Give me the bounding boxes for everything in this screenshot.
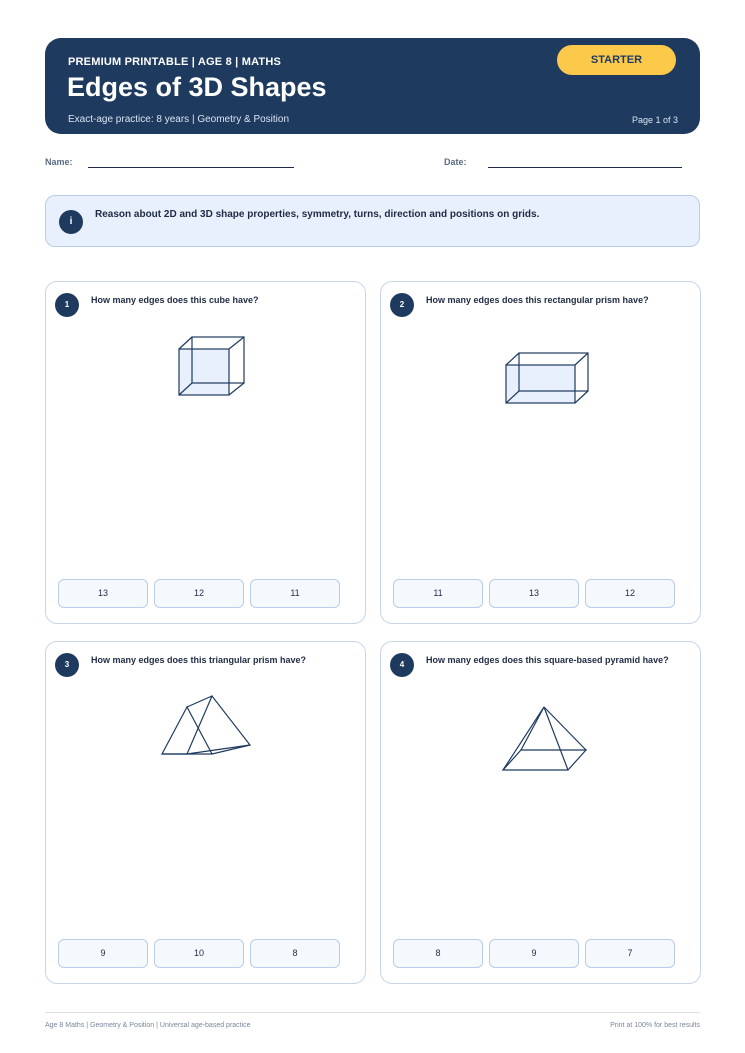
answer-option[interactable]: 8 (393, 939, 483, 968)
footer-divider (45, 1012, 700, 1013)
answer-option[interactable]: 11 (250, 579, 340, 608)
level-badge: STARTER (557, 45, 676, 75)
name-field[interactable] (88, 167, 294, 168)
info-icon: i (59, 210, 83, 234)
rectangular-prism-icon (381, 282, 702, 442)
question-number: 1 (55, 293, 79, 317)
question-number: 2 (390, 293, 414, 317)
question-card-3 (45, 641, 366, 984)
question-card-4 (380, 641, 701, 984)
date-field[interactable] (488, 167, 682, 168)
question-number: 3 (55, 653, 79, 677)
question-card-2 (380, 281, 701, 624)
answer-option[interactable]: 7 (585, 939, 675, 968)
page-number: Page 1 of 3 (631, 115, 678, 125)
name-label: Name: (45, 157, 73, 167)
header-kicker: PREMIUM PRINTABLE | AGE 8 | MATHS (68, 56, 282, 68)
answer-option[interactable]: 10 (154, 939, 244, 968)
question-text: How many edges does this triangular prism have? (91, 655, 307, 665)
header-subtitle: Exact-age practice: 8 years | Geometry & Position (68, 114, 290, 125)
question-number: 4 (390, 653, 414, 677)
answer-option[interactable]: 13 (58, 579, 148, 608)
info-text: Reason about 2D and 3D shape properties, symmetry, turns, direction and positions on grids. (95, 209, 540, 220)
cube-icon (46, 282, 367, 442)
date-label: Date: (444, 157, 467, 167)
question-text: How many edges does this rectangular prism have? (426, 295, 649, 305)
answer-option[interactable]: 13 (489, 579, 579, 608)
answer-option[interactable]: 9 (489, 939, 579, 968)
answer-option[interactable]: 11 (393, 579, 483, 608)
footer-left-text: Age 8 Maths | Geometry & Position | Universal age-based practice (45, 1022, 251, 1029)
answer-option[interactable]: 9 (58, 939, 148, 968)
footer-right-text: Print at 100% for best results (610, 1022, 700, 1029)
page-title: Edges of 3D Shapes (67, 72, 327, 102)
question-text: How many edges does this cube have? (91, 295, 259, 305)
answer-option[interactable]: 8 (250, 939, 340, 968)
question-card-1 (45, 281, 366, 624)
triangular-prism-icon (46, 642, 367, 802)
answer-option[interactable]: 12 (585, 579, 675, 608)
square-pyramid-icon (381, 642, 702, 802)
worksheet-header (45, 38, 700, 134)
info-box (45, 195, 700, 247)
question-text: How many edges does this square-based pyramid have? (426, 655, 669, 665)
answer-option[interactable]: 12 (154, 579, 244, 608)
